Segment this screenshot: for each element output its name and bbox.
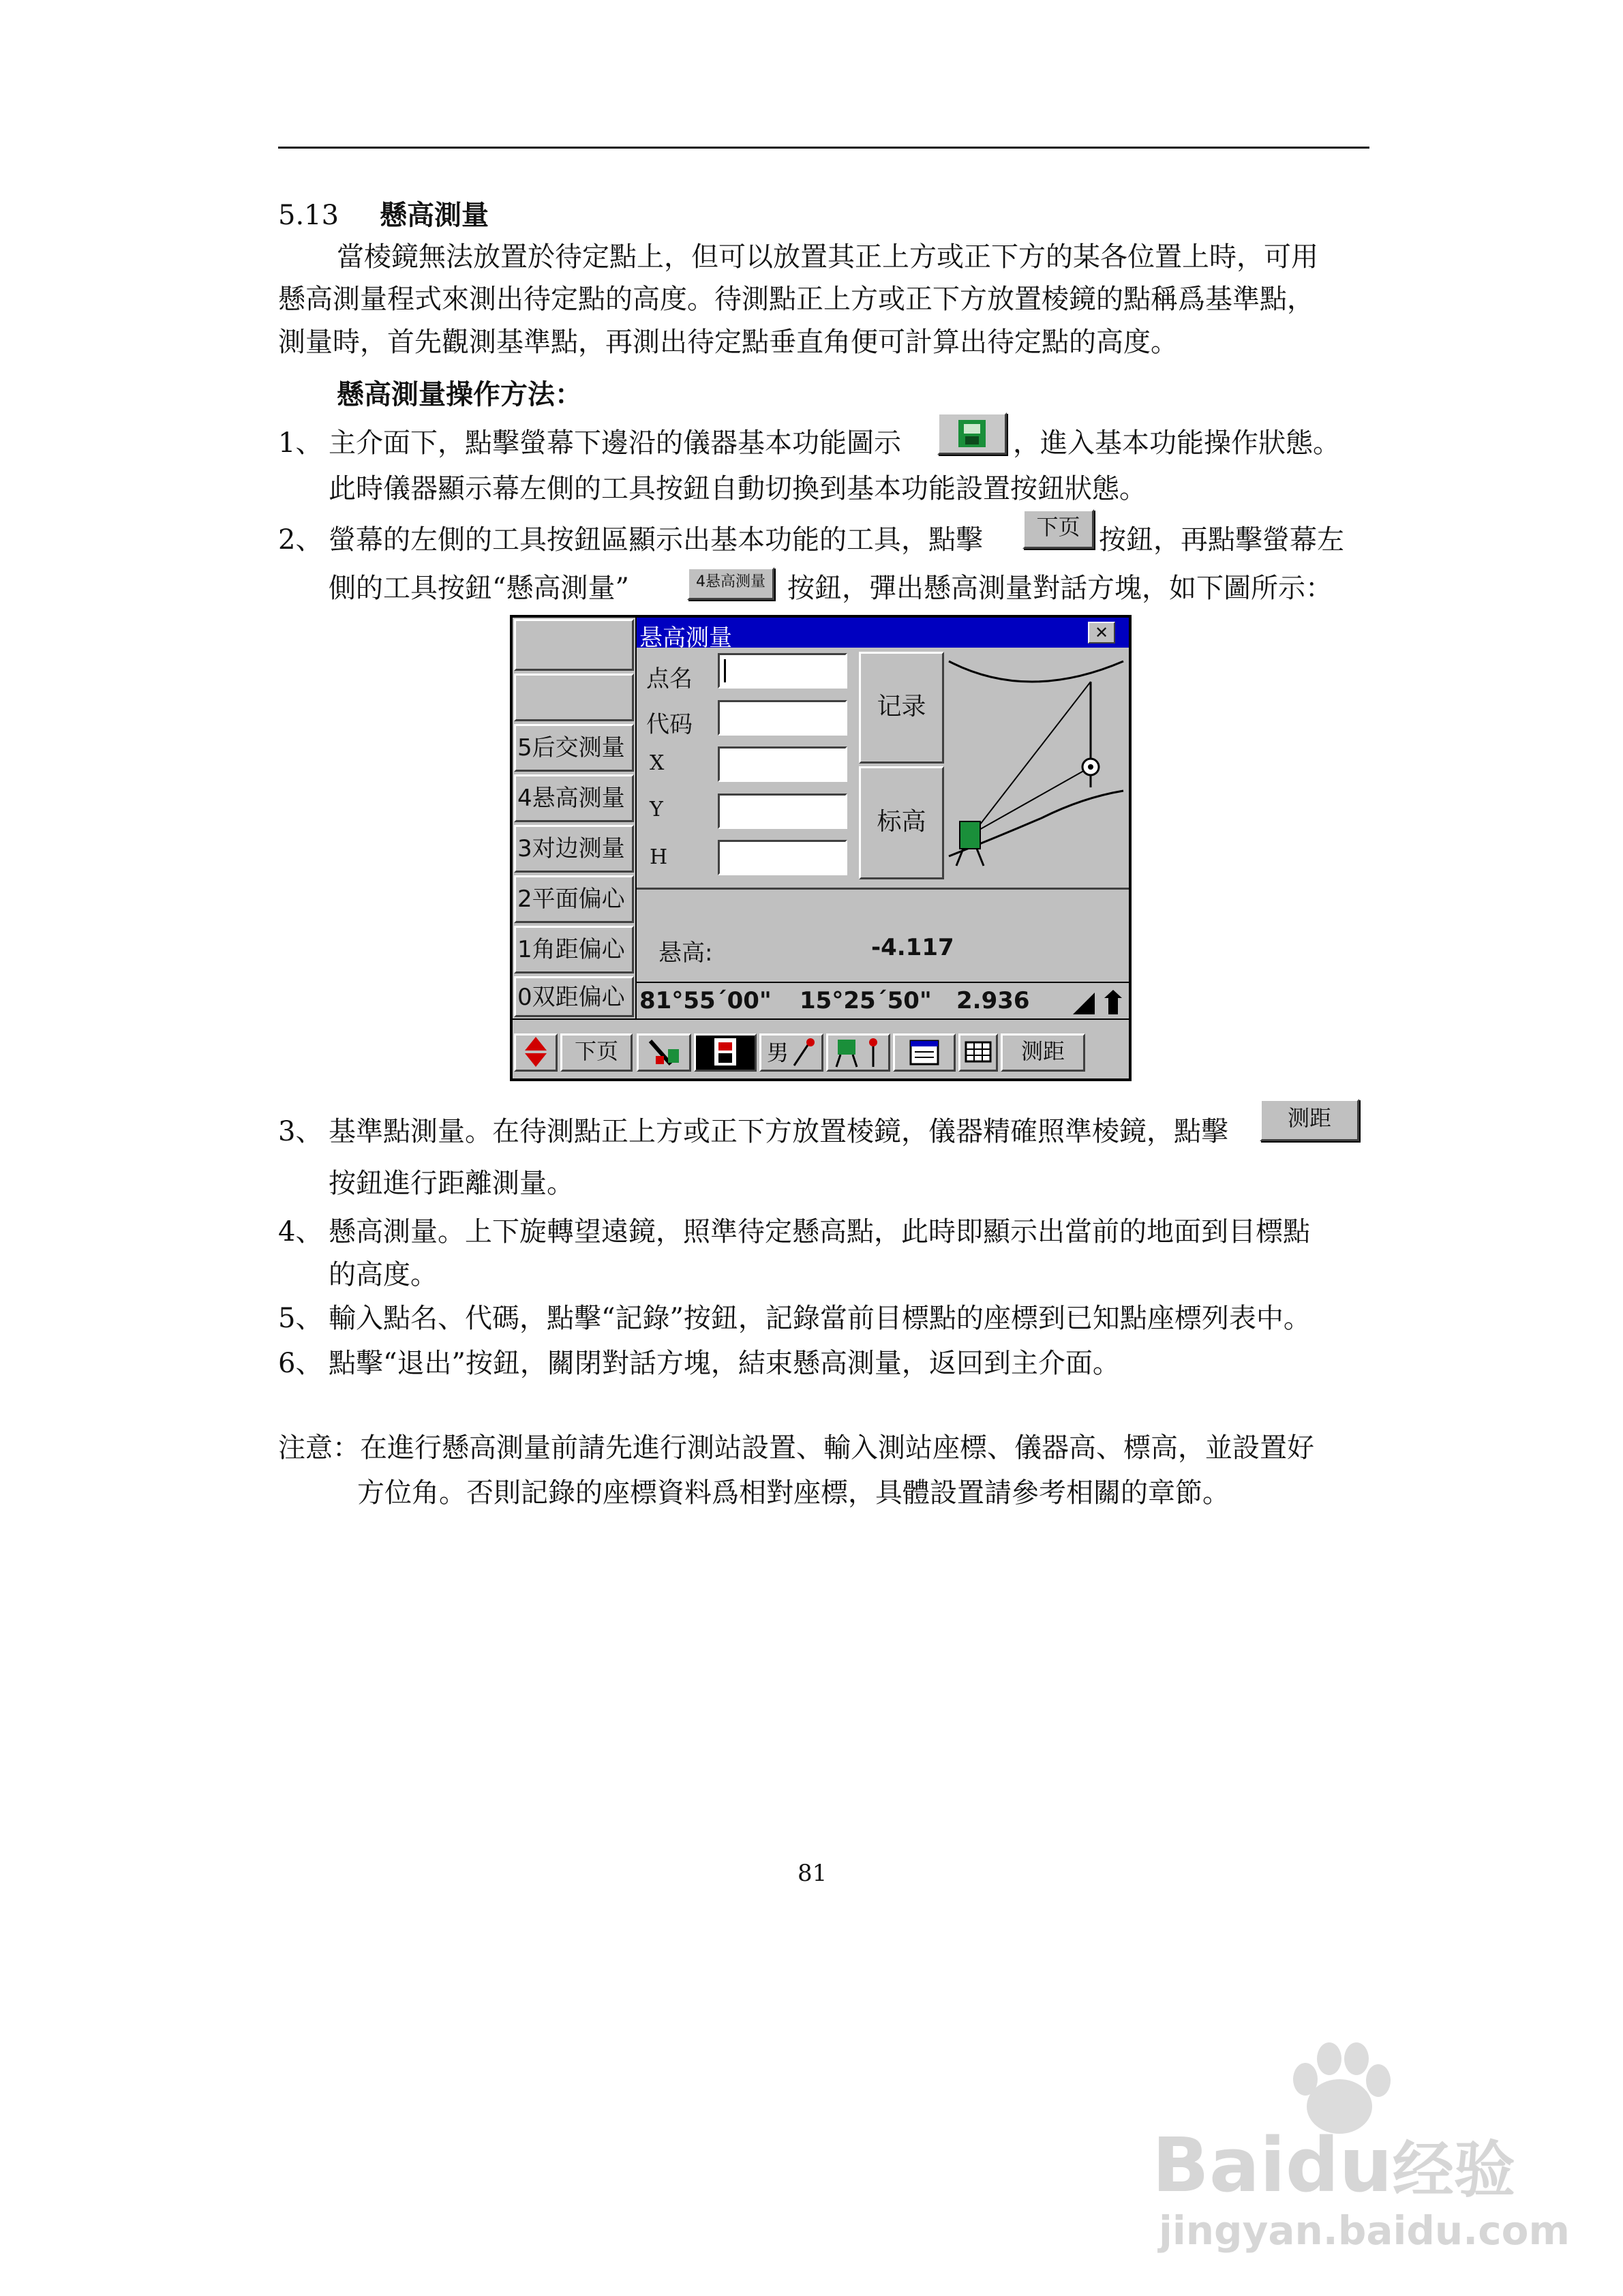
watermark-url: jingyan.baidu.com (1159, 2207, 1570, 2254)
close-icon[interactable]: ✕ (1088, 622, 1115, 644)
record-button[interactable]: 记录 (859, 652, 944, 764)
divider (637, 888, 1129, 890)
x-label: X (650, 751, 665, 775)
section-heading: 5.13 懸高測量 (278, 199, 489, 231)
device-screenshot (510, 615, 1132, 1081)
suspend-height-button-inline: 4悬高测量 (687, 567, 774, 600)
point-name-input[interactable] (718, 653, 847, 689)
result-label: 悬高: (658, 939, 713, 967)
side-button-opposite-side[interactable]: 3对边测量 (514, 825, 634, 873)
note-line-2: 方位角。否則記錄的座標資料爲相對座標，具體設置請參考相關的章節。 (357, 1477, 1230, 1509)
next-page-button-inline: 下页 (1022, 509, 1094, 549)
step-1-number: 1、 (278, 427, 323, 459)
step-4-number: 4、 (278, 1216, 323, 1248)
stakeout-icon[interactable] (759, 1033, 823, 1072)
step-3-text-b: 按鈕進行距離測量。 (329, 1168, 574, 1199)
point-name-label: 点名 (646, 665, 693, 693)
distance: 2.936 (956, 987, 1030, 1014)
step-3-text-a: 基準點測量。在待測點正上方或正下方放置棱鏡，儀器精確照準棱鏡，點擊 (329, 1116, 1228, 1147)
intro-line-3: 測量時，首先觀測基準點，再測出待定點垂直角便可計算出待定點的高度。 (278, 327, 1178, 358)
step-2-text-d: 按鈕，彈出懸高測量對話方塊，如下圖所示： (787, 573, 1333, 604)
side-button-suspend-height[interactable]: 4悬高测量 (514, 774, 634, 822)
code-input[interactable] (718, 700, 847, 736)
step-1-text-b: ，進入基本功能操作狀態。 (1013, 427, 1340, 459)
step-2-text-c: 側的工具按鈕“懸高測量” (329, 573, 629, 604)
h-input[interactable] (718, 840, 847, 875)
next-page-button[interactable]: 下页 (560, 1033, 633, 1072)
side-button-blank-2[interactable] (514, 674, 634, 721)
target-height-button[interactable]: 标高 (859, 766, 944, 879)
step-5-number: 5、 (278, 1303, 323, 1334)
step-4-text-b: 的高度。 (329, 1259, 438, 1290)
step-4-text-a: 懸高測量。上下旋轉望遠鏡，照準待定懸高點，此時即顯示出當前的地面到目標點 (329, 1216, 1310, 1248)
step-2-number: 2、 (278, 524, 323, 556)
basic-function-button[interactable] (694, 1033, 757, 1072)
dialog-titlebar (637, 618, 1129, 652)
step-6-number: 6、 (278, 1348, 323, 1379)
step-2-text-b: 按鈕，再點擊螢幕左 (1099, 524, 1344, 556)
side-button-plane-offset[interactable]: 2平面偏心 (514, 875, 634, 923)
dialog-title: 悬高测量 (639, 624, 732, 652)
result-value: -4.117 (871, 934, 954, 961)
h-label: H (650, 845, 668, 869)
intro-line-1: 當棱鏡無法放置於待定點上，但可以放置其正上方或正下方的某各位置上時，可用 (337, 241, 1318, 273)
data-file-icon[interactable] (893, 1033, 956, 1072)
step-1-text-a: 主介面下，點擊螢幕下邊沿的儀器基本功能圖示 (329, 427, 901, 459)
side-button-angle-offset[interactable]: 1角距偏心 (514, 926, 634, 973)
y-input[interactable] (718, 794, 847, 829)
page-number: 81 (798, 1860, 828, 1887)
method-title: 懸高測量操作方法： (337, 378, 582, 410)
step-2-text-a: 螢幕的左側的工具按鈕區顯示出基本功能的工具，點擊 (329, 524, 983, 556)
keyboard-icon[interactable] (958, 1033, 998, 1072)
code-label: 代码 (646, 711, 693, 738)
note-line-1: 注意：在進行懸高測量前請先進行測站設置、輸入測站座標、儀器高、標高，並設置好 (278, 1432, 1314, 1464)
settings-tool-icon[interactable] (637, 1033, 691, 1072)
updown-arrow-icon[interactable] (514, 1033, 558, 1072)
step-3-number: 3、 (278, 1116, 323, 1147)
step-5-text-a: 輸入點名、代碼，點擊“記錄”按鈕，記錄當前目標點的座標到已知點座標列表中。 (329, 1303, 1311, 1334)
intro-line-2: 懸高測量程式來測出待定點的高度。待測點正上方或正下方放置棱鏡的點稱爲基準點， (278, 284, 1314, 315)
suspend-height-diagram (946, 648, 1129, 879)
station-setup-icon[interactable] (826, 1033, 890, 1072)
side-button-double-offset[interactable]: 0双距偏心 (514, 976, 634, 1017)
signal-battery-icon (1070, 990, 1125, 1017)
side-button-blank-1[interactable] (514, 619, 634, 671)
measure-button-inline: 测距 (1260, 1099, 1359, 1141)
step-1-text-c: 此時儀器顯示幕左側的工具按鈕自動切換到基本功能設置按鈕狀態。 (329, 473, 1147, 504)
measure-distance-button[interactable]: 测距 (1001, 1033, 1085, 1072)
y-label: Y (650, 798, 663, 821)
header-rule (278, 147, 1369, 149)
x-input[interactable] (718, 746, 847, 782)
horizontal-angle: 81°55´00" (639, 987, 772, 1014)
watermark-brand: Baidu经验 (1152, 2121, 1515, 2209)
svg-text:男: 男 (767, 1040, 789, 1066)
side-button-resection[interactable]: 5后交测量 (514, 724, 634, 772)
basic-function-icon (937, 412, 1007, 455)
vertical-angle: 15°25´50" (800, 987, 932, 1014)
step-6-text-a: 點擊“退出”按鈕，關閉對話方塊，結束懸高測量，返回到主介面。 (329, 1348, 1120, 1379)
text-cursor (724, 659, 726, 682)
